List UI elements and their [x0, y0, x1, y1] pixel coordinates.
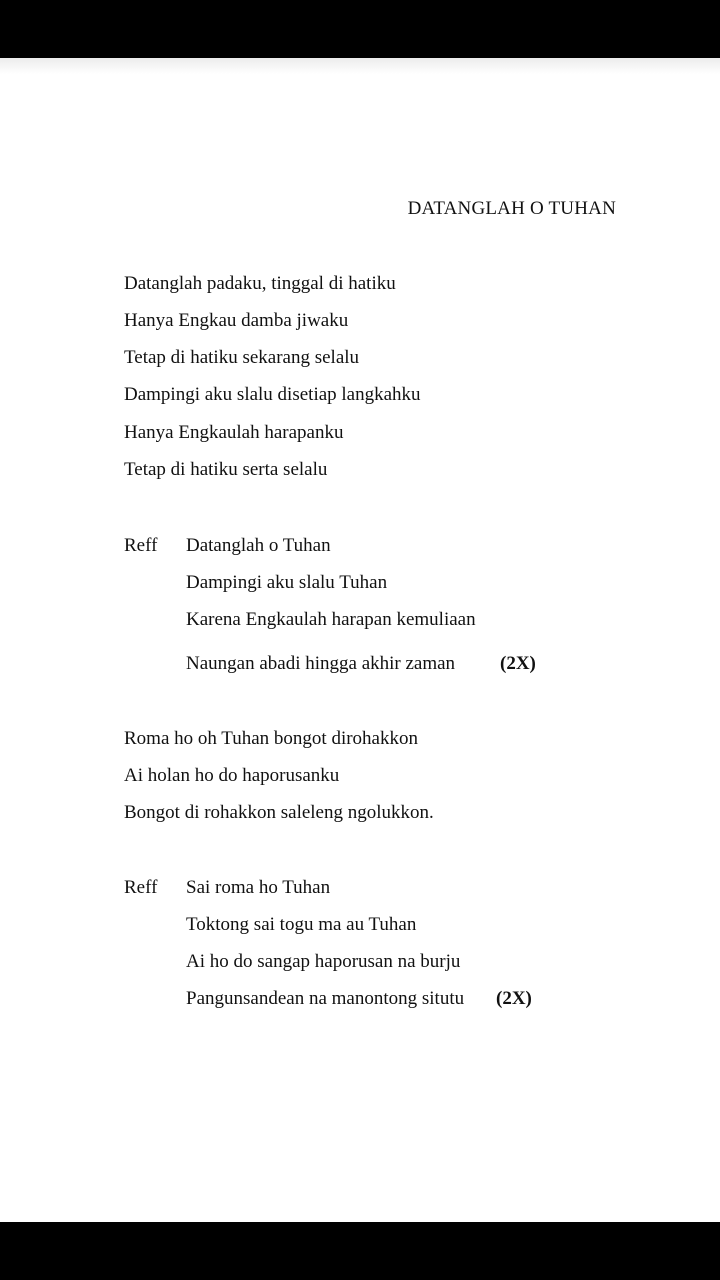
reff1-line-1: Datanglah o Tuhan	[186, 535, 331, 556]
verse2-line-2: Ai holan ho do haporusanku	[124, 765, 340, 786]
reff2-line-1: Sai roma ho Tuhan	[186, 877, 331, 898]
bottom-bar	[0, 1222, 720, 1280]
song-title: DATANGLAH O TUHAN	[407, 198, 616, 219]
verse1-line-6: Tetap di hatiku serta selalu	[124, 459, 328, 480]
reff2-line-4: Pangunsandean na manontong situtu	[186, 988, 465, 1009]
verse1-line-3: Tetap di hatiku sekarang selalu	[124, 347, 360, 368]
reff2-line-2: Toktong sai togu ma au Tuhan	[186, 914, 417, 935]
reff1-line-3: Karena Engkaulah harapan kemuliaan	[186, 609, 476, 630]
top-bar	[0, 0, 720, 58]
reff1-line-4: Naungan abadi hingga akhir zaman	[186, 653, 456, 674]
reff1-label: Reff	[124, 535, 158, 556]
page-top-shadow	[0, 58, 720, 74]
document-page[interactable]	[0, 58, 720, 1222]
verse2-line-3: Bongot di rohakkon saleleng ngolukkon.	[124, 802, 434, 823]
reff1-repeat-mark: (2X)	[500, 653, 536, 674]
reff2-line-3: Ai ho do sangap haporusan na burju	[186, 951, 461, 972]
verse1-line-1: Datanglah padaku, tinggal di hatiku	[124, 273, 396, 294]
reff2-repeat-mark: (2X)	[496, 988, 532, 1009]
verse1-line-2: Hanya Engkau damba jiwaku	[124, 310, 349, 331]
verse2-line-1: Roma ho oh Tuhan bongot dirohakkon	[124, 728, 418, 749]
reff2-label: Reff	[124, 877, 158, 898]
verse1-line-4: Dampingi aku slalu disetiap langkahku	[124, 384, 421, 405]
verse1-line-5: Hanya Engkaulah harapanku	[124, 422, 344, 443]
reff1-line-2: Dampingi aku slalu Tuhan	[186, 572, 388, 593]
